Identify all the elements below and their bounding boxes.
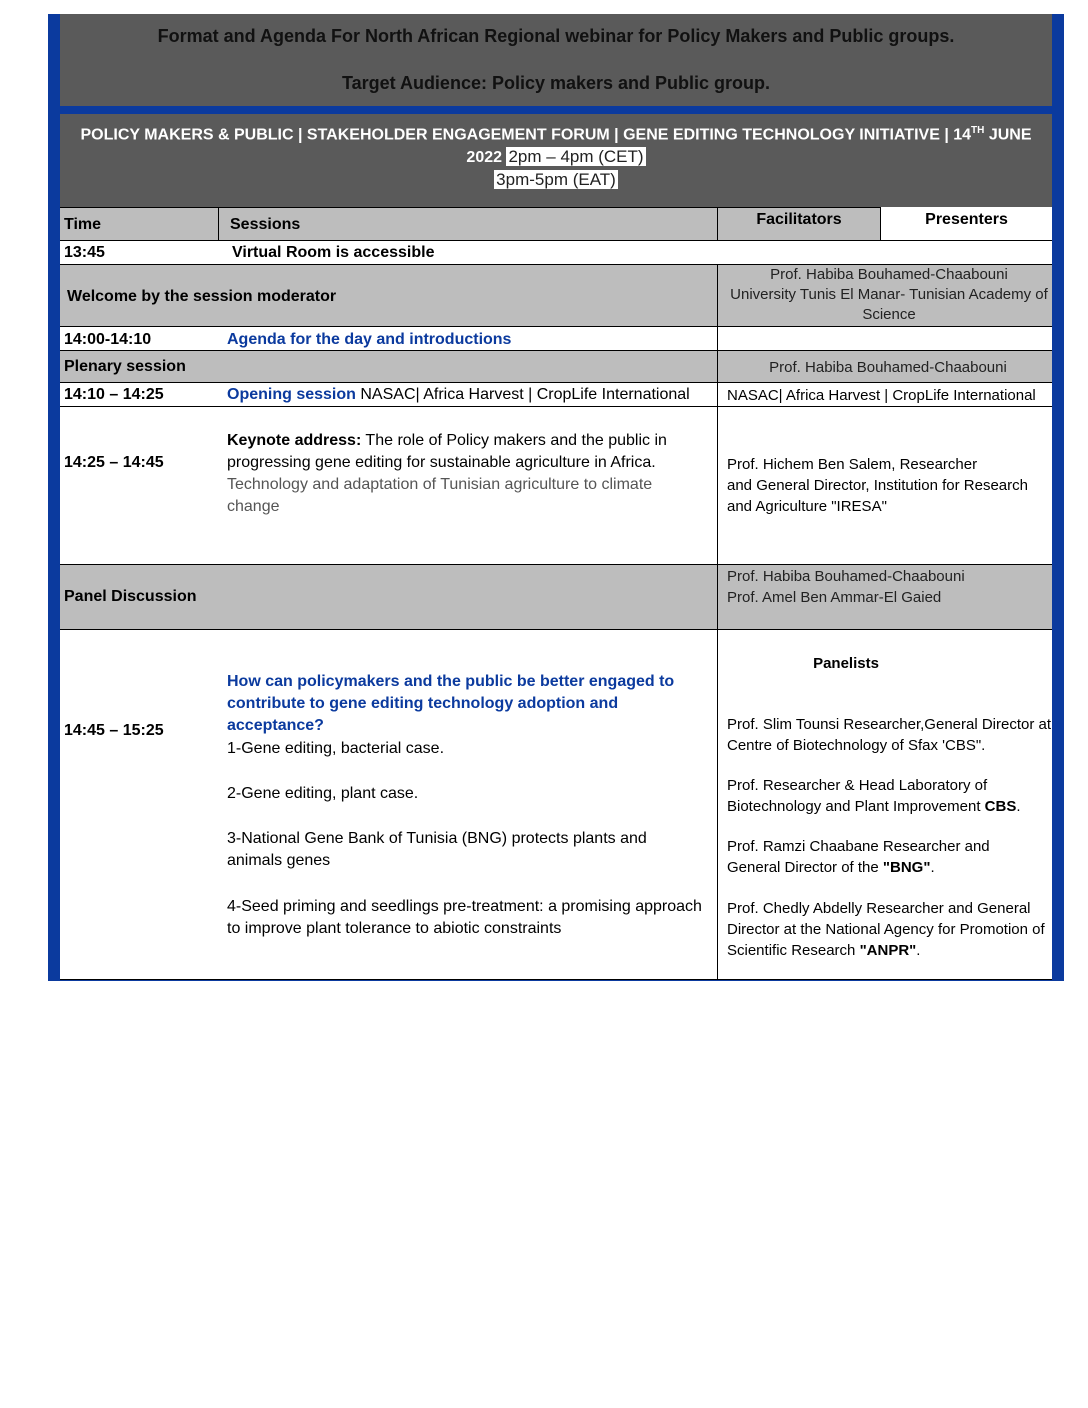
opening-session-orgs: NASAC| Africa Harvest | CropLife International [355,386,690,403]
row3-time: 14:00-14:10 [64,331,152,348]
target-audience: Target Audience: Policy makers and Public group. [341,73,771,93]
row5-time-text: 14:10 – 14:25 [64,386,164,403]
panel-item-2: 2-Gene editing, plant case. [227,785,419,802]
welcome-facilitator-affil: University Tunis El Manar- Tunisian Academy of [730,286,1048,303]
row6-time: 14:25 – 14:45 [64,454,164,471]
keynote-block [227,430,697,518]
keynote-presenter-l3: and Agriculture "IRESA" [727,498,887,515]
row1-session: Virtual Room is accessible [232,244,435,261]
time-eat: 3pm-5pm (EAT) [496,170,616,190]
banner-line [60,120,1052,192]
forum-banner [60,114,1052,207]
plenary-facilitator: Prof. Habiba Bouhamed-Chaabouni [769,359,1007,376]
panel-facilitators [727,566,965,608]
panelist-2-text: Prof. Researcher & Head Laboratory of Biotechnology and Plant Improvement [727,777,988,815]
panelist-4 [727,898,1045,961]
plenary-label: Plenary session [64,358,186,375]
welcome-facilitator [720,265,1058,325]
row5-session [227,384,690,406]
col-time: Time [64,216,102,233]
panelist-2-end: . [1016,798,1021,815]
row8-time: 14:45 – 15:25 [64,722,164,739]
panelist-4-org: "ANPR" [859,942,917,959]
opening-session-label: Opening session [227,386,356,403]
banner-text: POLICY MAKERS & PUBLIC | STAKEHOLDER ENGAGEMENT FORUM | GENE EDITING TECHNOLOGY INITIATIVE | 14 [80,126,972,144]
banner-month: JUNE [984,126,1032,144]
welcome-facilitator-name: Prof. Habiba Bouhamed-Chaabouni [770,266,1008,283]
time-cet: 2pm – 4pm (CET) [508,147,644,167]
col-facilitators: Facilitators [756,211,842,228]
keynote-label: Keynote address: [227,432,362,449]
keynote-presenter-l1: Prof. Hichem Ben Salem, Researcher [727,456,978,473]
panelist-3-org: "BNG" [882,859,931,876]
col-sessions: Sessions [230,216,301,233]
panelist-1: Prof. Slim Tounsi Researcher,General Director at Centre of Biotechnology of Sfax 'CBS". [727,716,1052,754]
document-title: Format and Agenda For North African Regional webinar for Policy Makers and Public groups. [157,26,955,46]
keynote-presenter-l2: and General Director, Institution for Research [727,477,1028,494]
welcome-facilitator-affil2: Science [862,306,916,323]
col-presenters: Presenters [925,211,1008,228]
title-block [60,14,1052,106]
panel-item-4: 4-Seed priming and seedlings pre-treatment: a promising approach to improve plant tolerance to abiotic constraints [227,898,702,937]
panel-question: How can policymakers and the public be better engaged to contribute to gene editing technology adoption and acceptance? [227,673,675,734]
row5-time [64,384,164,406]
panel-label: Panel Discussion [64,588,197,605]
keynote-presenter [727,454,1028,517]
panelist-3-text: Prof. Ramzi Chaabane Researcher and General Director of the [727,838,990,876]
row5-presenter: NASAC| Africa Harvest | CropLife International [727,387,1036,404]
panelist-2-org: CBS [984,798,1017,815]
banner-year: 2022 [466,149,503,167]
panelist-4-end: . [916,942,921,959]
panel-item-1: 1-Gene editing, bacterial case. [227,740,445,757]
keynote-text: The role of Policy makers and the public in progressing gene editing for sustainable agriculture in Africa. [227,432,667,471]
panelist-3-end: . [930,859,935,876]
panel-facilitator-1: Prof. Habiba Bouhamed-Chaabouni [727,568,965,585]
panel-item-3: 3-National Gene Bank of Tunisia (BNG) protects plants and animals genes [227,830,647,869]
panelist-4-text: Prof. Chedly Abdelly Researcher and General Director at the National Agency for Promotion of Scientific Research [727,900,1045,959]
panelist-2 [727,775,1027,817]
panelist-3 [727,836,1047,878]
welcome-label: Welcome by the session moderator [67,288,337,305]
keynote-subtitle: Technology and adaptation of Tunisian agriculture to climate change [227,476,653,515]
panel-facilitator-2: Prof. Amel Ben Ammar-El Gaied [727,589,942,606]
row1-time: 13:45 [64,244,105,261]
row3-session: Agenda for the day and introductions [227,331,512,348]
banner-sup: TH [971,125,985,136]
panelists-heading: Panelists [813,655,879,672]
